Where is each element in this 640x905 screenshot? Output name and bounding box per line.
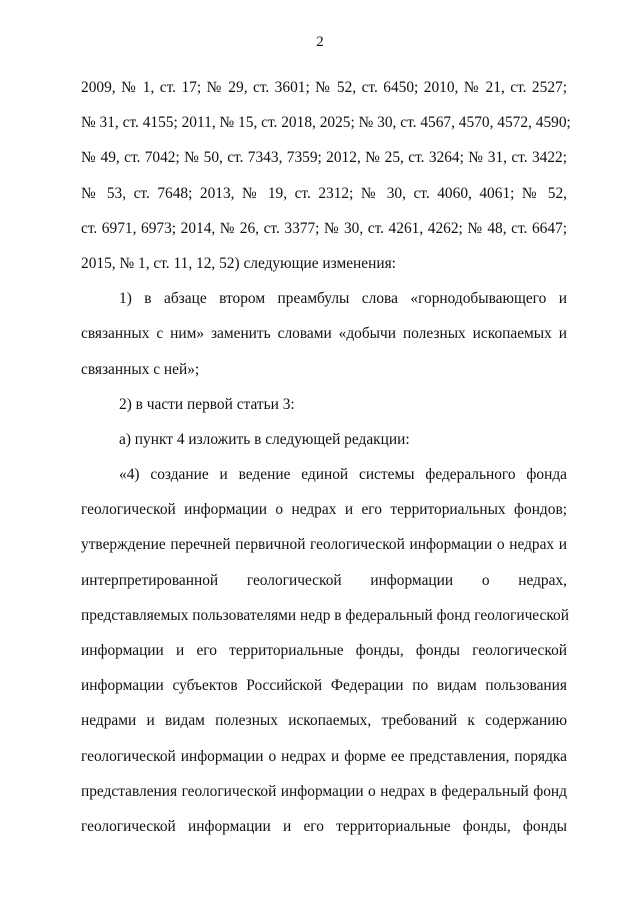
text-line: геологической информации о недрах и его территориальных фондов; (81, 501, 567, 519)
text-line: № 31, ст. 4155; 2011, № 15, ст. 2018, 2025; № 30, ст. 4567, 4570, 4572, 4590; (81, 114, 571, 132)
text-line: информации и его территориальные фонды, фонды геологической (81, 642, 567, 659)
text-line: связанных с ней»; (81, 360, 200, 378)
text-line: утверждение перечней первичной геологической информации о недрах и (81, 536, 567, 554)
text-line: 2) в части первой статьи 3: (119, 395, 295, 413)
text-line: информации субъектов Российской Федерации по видам пользования (81, 677, 567, 695)
text-line: 2015, № 1, ст. 11, 12, 52) следующие изменения: (81, 254, 396, 272)
text-line: 2009, № 1, ст. 17; № 29, ст. 3601; № 52, ст. 6450; 2010, № 21, ст. 2527; (81, 79, 567, 96)
document-body (81, 78, 571, 852)
text-line: представляемых пользователями недр в федеральный фонд геологической (81, 606, 569, 624)
text-line: № 49, ст. 7042; № 50, ст. 7343, 7359; 2012, № 25, ст. 3264; № 31, ст. 3422; (81, 149, 567, 167)
page-number: 2 (316, 34, 324, 50)
text-line: связанных с ним» заменить словами «добычи полезных ископаемых и (81, 325, 567, 343)
text-line: ст. 6971, 6973; 2014, № 26, ст. 3377; № 30, ст. 4261, 4262; № 48, ст. 6647; (81, 219, 567, 237)
text-line: «4) создание и ведение единой системы федерального фонда (119, 466, 567, 484)
text-line: 1) в абзаце втором преамбулы слова «горнодобывающего и (119, 290, 567, 308)
text-line: геологической информации и его территориальные фонды, фонды (81, 817, 567, 835)
text-line: а) пункт 4 изложить в следующей редакции: (119, 430, 410, 448)
text-line: геологической информации о недрах и форме ее представления, порядка (81, 747, 567, 765)
text-line: № 53, ст. 7648; 2013, № 19, ст. 2312; № 30, ст. 4060, 4061; № 52, (81, 184, 567, 202)
text-line: интерпретированной геологической информации о недрах, (81, 571, 567, 589)
text-line: недрами и видам полезных ископаемых, требований к содержанию (81, 712, 567, 730)
text-line: представления геологической информации о недрах в федеральный фонд (81, 782, 567, 800)
